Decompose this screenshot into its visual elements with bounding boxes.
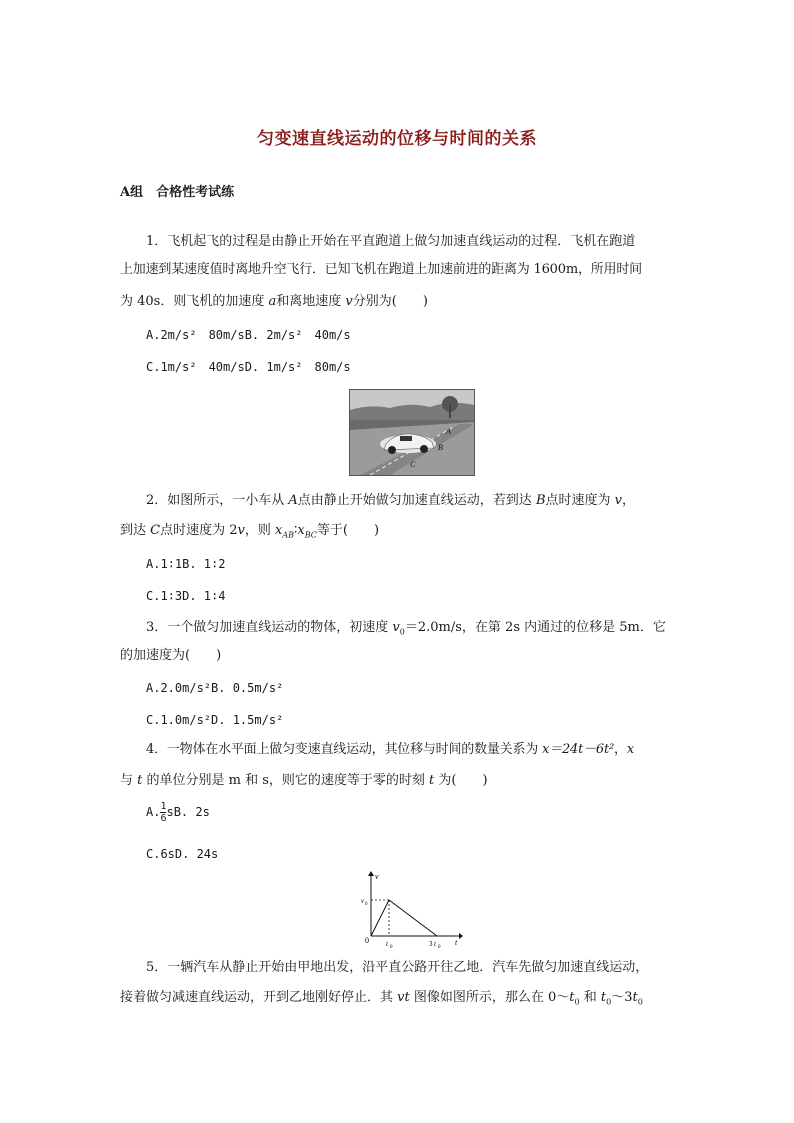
question-2-line-2: 到达 C点时速度为 2v，则 $x_{AB}∶x_{BC}$等于( ) xyxy=(120,523,380,540)
question-2-line-1: 2．如图所示，一小车从 A点由静止开始做匀加速直线运动，若到达 B点时速度为 v， xyxy=(146,493,636,508)
q4-options-cd: C.6sD. 24s xyxy=(146,847,219,861)
photo-label-c: C xyxy=(410,460,416,469)
vt-label-3t0-pre: 3 xyxy=(429,940,433,948)
vt-origin: 0 xyxy=(365,936,369,945)
q1-options-ab: A.2m/s² 80m/sB. 2m/s² 40m/s xyxy=(146,328,351,342)
vt-graph-svg xyxy=(359,870,463,950)
vt-label-3t0-sub: 0 xyxy=(438,945,441,950)
vt-axis-v: v xyxy=(375,872,379,881)
q4-options-ab: A. $\frac{1}{6}$ sB. 2s xyxy=(146,801,210,824)
photo-label-a: A xyxy=(446,427,451,436)
vt-label-t0: t xyxy=(386,940,388,948)
vt-axis-t: t xyxy=(455,938,458,947)
q1-line-1: 1．飞机起飞的过程是由静止开始在平直跑道上做匀加速直线运动的过程．飞机在跑道 xyxy=(146,234,636,249)
page-title: 匀变速直线运动的位移与时间的关系 xyxy=(257,129,537,149)
vt-label-3t0: t xyxy=(434,940,436,948)
car-road-photo xyxy=(349,389,475,476)
question-1 xyxy=(120,228,676,256)
photo-label-b: B xyxy=(438,443,443,452)
question-5-line-2: 接着做匀减速直线运动，开到乙地刚好停止．其 vt 图像如图所示，那么在 $0\sim t_0$ 和 $t_0\sim 3t_0$ xyxy=(120,990,643,1007)
group-label: A组 合格性考试练 xyxy=(120,185,235,200)
q2-options-ab: A.1∶1B. 1∶2 xyxy=(146,557,226,571)
q3-options-ab: A.2.0m/s²B. 0.5m/s² xyxy=(146,681,284,695)
fraction-one-sixth: $\frac{1}{6}$ xyxy=(160,801,167,824)
question-3-line-2: 的加速度为( ) xyxy=(120,648,222,663)
q1-line-2: 上加速到某速度值时离地升空飞行．已知飞机在跑道上加速前进的距离为 1600m，所用时间 xyxy=(120,262,642,277)
q1-line-3: 为 40s．则飞机的加速度 a和离地速度 v分别为( ) xyxy=(120,294,428,309)
q2-options-cd: C.1∶3D. 1∶4 xyxy=(146,589,226,603)
vt-graph xyxy=(359,870,463,950)
car-road-image xyxy=(350,390,474,475)
q1-options-cd: C.1m/s² 40m/sD. 1m/s² 80m/s xyxy=(146,360,351,374)
vt-label-t0-sub: 0 xyxy=(390,945,393,950)
question-4-line-1: 4．一物体在水平面上做匀变速直线运动，其位移与时间的数量关系为 x＝24t－6t²，x xyxy=(146,742,634,757)
question-5-line-1: 5．一辆汽车从静止开始由甲地出发，沿平直公路开往乙地．汽车先做匀加速直线运动， xyxy=(146,960,649,975)
q3-options-cd: C.1.0m/s²D. 1.5m/s² xyxy=(146,713,284,727)
question-3-line-1: 3．一个做匀加速直线运动的物体，初速度 $v_0=2.0m/s$，在第 2s 内通过的位移是 5m．它 xyxy=(146,620,666,637)
vt-label-v0-sub: 0 xyxy=(365,902,368,907)
question-4-line-2: 与 t 的单位分别是 m 和 s，则它的速度等于零的时刻 t 为( ) xyxy=(120,773,488,788)
vt-label-v0: v xyxy=(361,897,365,905)
